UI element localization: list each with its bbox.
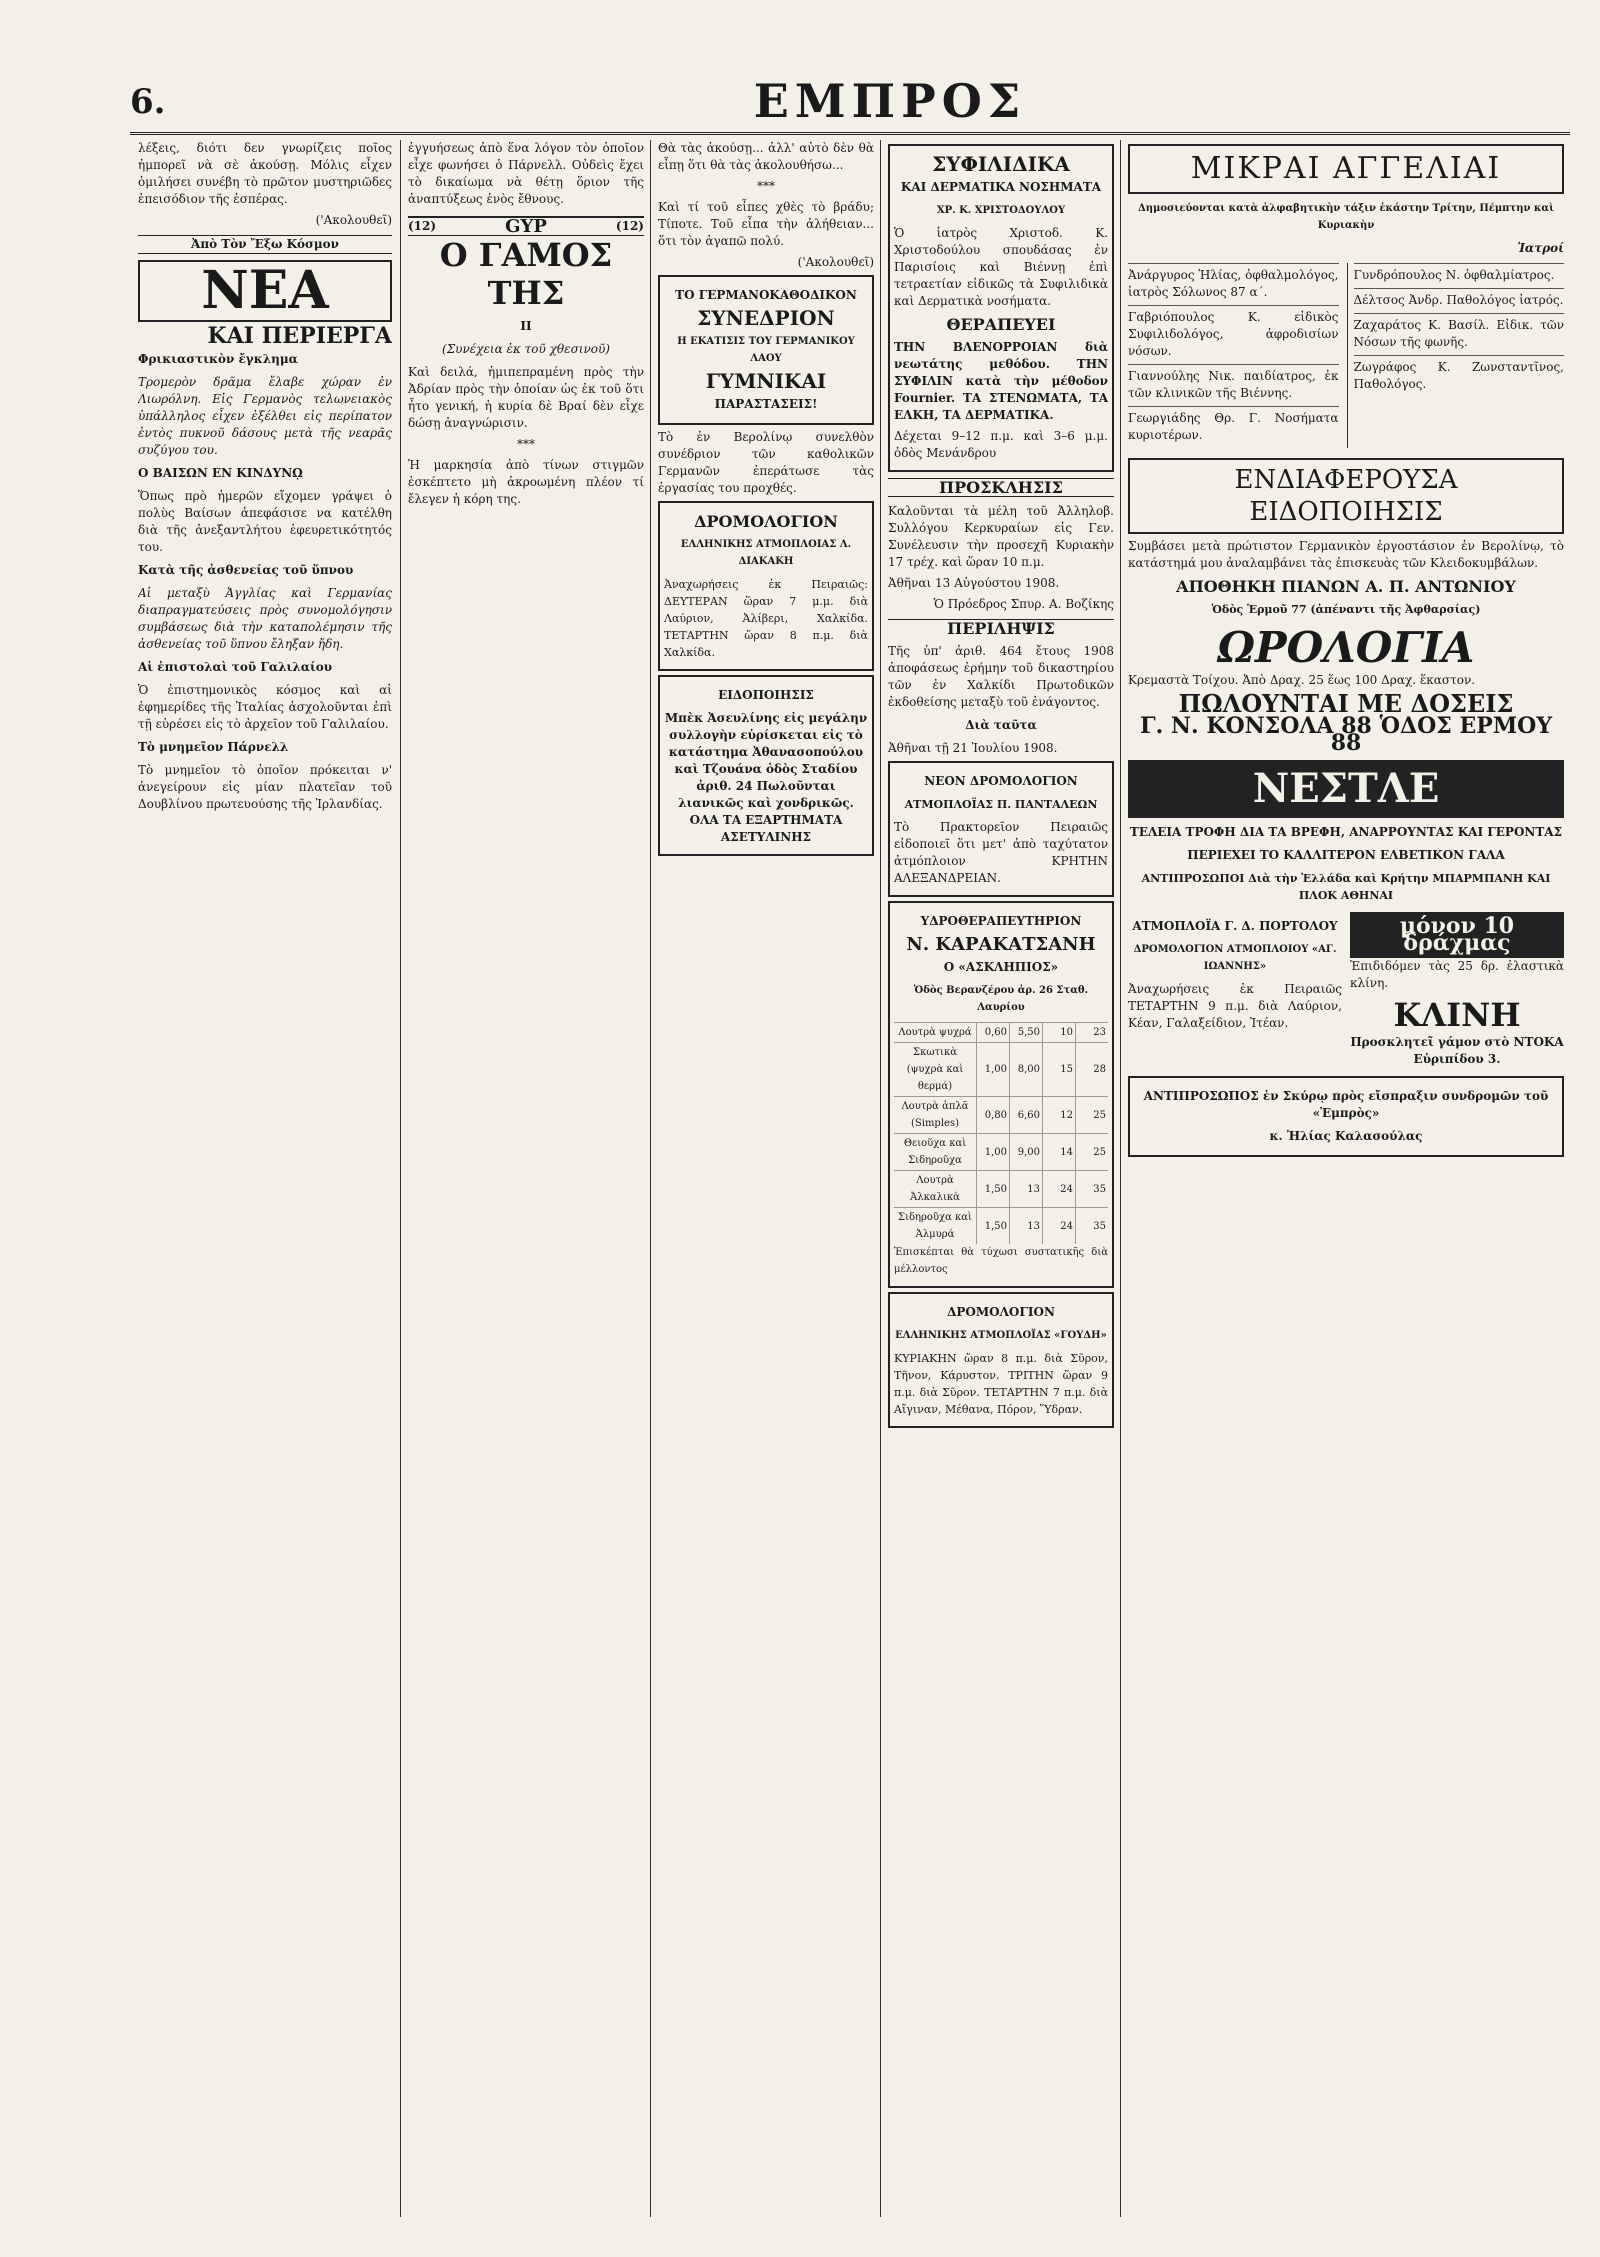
- classified-entry: Ζαχαράτος Κ. Βασίλ. Εἰδικ. τῶν Νόσων τῆς φωνῆς.: [1354, 313, 1565, 351]
- classified-entry: Ἀνάργυρος Ἠλίας, ὀφθαλμολόγος, ἰατρὸς Σόλωνος 87 α΄.: [1128, 263, 1339, 301]
- article-heading: Κατὰ τῆς ἀσθενείας τοῦ ὕπνου: [138, 563, 354, 577]
- article-text: Ὁ ἐπιστημονικὸς κόσμος καὶ αἱ ἐφημερίδες τῆς Ἰταλίας ἀσχολοῦνται ἐπὶ τῇ εὑρέσει εἰς τὸ ἀρχεῖον τοῦ Γαλιλαίου.: [138, 683, 392, 731]
- routes2-title: ΔΡΟΜΟΛΟΓΙΟΝ: [947, 1305, 1055, 1319]
- article-heading: Ο ΒΑΙΣΩΝ ΕΝ ΚΙΝΔΥΝῼ: [138, 466, 303, 480]
- article-text: Τὸ ἐν Βερολίνῳ συνελθὸν συνέδριον τῶν καθολικῶν Γερμανῶν ἐπεράτωσε τὰς ἐργασίας του προχθές.: [658, 430, 874, 495]
- classified-entry: Γιαννούλης Νικ. παιδίατρος, ἐκ τῶν κλινικῶν τῆς Βιέννης.: [1128, 364, 1339, 402]
- ship-title: ΑΤΜΟΠΛΟΪΑ Γ. Δ. ΠΟΡΤΟΛΟΥ: [1132, 919, 1338, 933]
- page-number: 6.: [130, 82, 166, 122]
- ship-sub: ΔΡΟΜΟΛΟΓΙΟΝ ΑΤΜΟΠΛΟΙΟΥ «ΑΓ. ΙΩΑΝΝΗΣ»: [1133, 944, 1337, 972]
- agent-ad: [1128, 1076, 1564, 1157]
- article-text: ἐγγυήσεως ἀπὸ ἕνα λόγον τὸν ὁποῖον εἶχε φωνήσει ὁ Πάρνελλ. Οὐδεὶς ἔχει τὸ δικαίωμα νὰ θέτῃ ὅριον τῆς ἀναπτύξεως ἑνὸς ἔθνους.: [408, 141, 644, 206]
- table-cell-price: 0,80: [977, 1097, 1010, 1134]
- table-row: [894, 1208, 1108, 1245]
- table-cell-price: 1,00: [977, 1043, 1010, 1097]
- nea-title: ΝΕΑ: [138, 260, 392, 322]
- table-cell-price: 23: [1076, 1023, 1109, 1043]
- table-cell-price: 25: [1076, 1097, 1109, 1134]
- invitation-title: ΠΡΟΣΚΛΗΣΙΣ: [888, 478, 1114, 497]
- routes-ad: [658, 501, 874, 671]
- notice-title: ΕΙΔΟΠΟΙΗΣΙΣ: [718, 688, 814, 702]
- table-cell-label: Λουτρὰ ἁπλᾶ (Simples): [894, 1097, 977, 1134]
- ad-therapy: ΘΕΡΑΠΕΥΕΙ: [946, 315, 1056, 334]
- serial-title: Ο ΓΑΜΟΣ ΤΗΣ: [439, 236, 613, 312]
- bed-title: ΚΛΙΝΗ: [1393, 996, 1521, 1034]
- ferry-title: ΝΕΟΝ ΔΡΟΜΟΛΟΓΙΟΝ: [924, 774, 1078, 788]
- routes2-text: ΚΥΡΙΑΚΗΝ ὥραν 8 π.μ. διὰ Σῦρον, Τῆνον, Κάρυστον. ΤΡΙΤΗΝ ὥραν 9 π.μ. διὰ Σῦρον. ΤΕΤΑΡΤΗΝ 7 π.μ. διὰ Αἴγιναν, Μέθανα, Πόρον, Ὕδραν.: [894, 1352, 1108, 1416]
- hydro-footer: Ἐπισκέπται θὰ τύχωσι συστατικῆς διὰ μέλλοντος: [894, 1247, 1108, 1275]
- bed-ad: [1350, 912, 1564, 1072]
- table-cell-price: 1,00: [977, 1134, 1010, 1171]
- serial-banner: [408, 216, 644, 236]
- separator: ***: [517, 437, 535, 451]
- column-3: [658, 140, 874, 2217]
- table-cell-price: 6,60: [1010, 1097, 1043, 1134]
- continued-note: ('Ακολουθεῖ): [797, 255, 874, 269]
- ferry-text: Τὸ Πρακτορεῖον Πειραιῶς εἰδοποιεῖ ὅτι μετ' ἀπὸ ταχύτατον ἀτμόπλοιον ΚΡΗΤΗΝ ΑΛΕΞΑΝΔΡΕΙΑΝ.: [894, 820, 1108, 885]
- congress-sub4: ΠΑΡΑΣΤΑΣΕΙΣ!: [714, 397, 818, 411]
- table-cell-price: 25: [1076, 1134, 1109, 1171]
- congress-sub3: ΓΥΜΝΙΚΑΙ: [705, 369, 827, 393]
- column-4: [888, 140, 1114, 2217]
- notices-title: ΕΝΔΙΑΦΕΡΟΥΣΑ ΕΙΔΟΠΟΙΗΣΙΣ: [1128, 458, 1564, 534]
- piano-title: ΑΠΟΘΗΚΗ ΠΙΑΝΩΝ Α. Π. ΑΝΤΩΝΙΟΥ: [1176, 577, 1516, 596]
- table-cell-price: 8,00: [1010, 1043, 1043, 1097]
- wanted-ad: Προσκλητεῖ γάμον στὸ ΝΤΟΚΑ Εὐριπίδου 3.: [1350, 1035, 1564, 1066]
- table-row: [894, 1097, 1108, 1134]
- separator: ***: [757, 179, 775, 193]
- article-text: Καὶ δειλά, ἡμιπεπραμένη πρὸς τὴν Ἀδρίαν πρὸς τὴν ὁποίαν ὡς ἐκ τοῦ ὅτι ἦτο γενική, ἡ κυρία δὲ Βραί δὲν εἶχε δώσῃ ἀναγνώρισιν.: [408, 365, 644, 430]
- drachma-title: μόνον 10 δράχμας: [1350, 912, 1564, 958]
- table-cell-price: 1,50: [977, 1208, 1010, 1245]
- classified-entry: Γαβριόπουλος Κ. εἰδικὸς Συφιλιδολόγος, ἀφροδισίων νόσων.: [1128, 305, 1339, 360]
- table-cell-price: 5,50: [1010, 1023, 1043, 1043]
- serial-part: II: [520, 319, 532, 333]
- hydro-address: Ὁδὸς Βερανζέρου ἀρ. 26 Σταθ. Λαυρίου: [913, 985, 1089, 1013]
- table-row: [894, 1043, 1108, 1097]
- table-cell-price: 9,00: [1010, 1134, 1043, 1171]
- table-row: [894, 1023, 1108, 1043]
- invitation-text: Καλοῦνται τὰ μέλη τοῦ Ἀλληλοβ. Συλλόγου Κερκυραίων εἰς Γεν. Συνέλευσιν τὴν προσεχῆ Κυριακὴν 17 τρέχ. καὶ ὥραν 10 π.μ.: [888, 504, 1114, 569]
- routes2-company: ΕΛΛΗΝΙΚΗΣ ΑΤΜΟΠΛΟΪΑΣ «ΓΟΥΔΗ»: [895, 1330, 1107, 1341]
- table-cell-price: 13: [1010, 1171, 1043, 1208]
- serial-number: (12): [408, 219, 437, 233]
- table-cell-price: 35: [1076, 1208, 1109, 1245]
- notices-text: Συμβάσει μετὰ πρώτιστον Γερμανικὸν ἐργοστάσιον ἐν Βερολίνῳ, τὸ κατάστημά μου ἀναλαμβάνει τὰς ἐπισκευὰς τῶν Κλειδοκυμβάλων.: [1128, 539, 1564, 570]
- column-rule: [1120, 140, 1121, 2217]
- hydro-sub: Ο «ΑΣΚΛΗΠΙΟΣ»: [943, 960, 1059, 974]
- congress-box: [658, 275, 874, 425]
- masthead: ΕΜΠΡΟΣ: [753, 74, 1027, 128]
- ad-sub: ΚΑΙ ΔΕΡΜΑΤΙΚΑ ΝΟΣΗΜΑΤΑ: [900, 180, 1102, 194]
- routes-company: ΕΛΛΗΝΙΚΗΣ ΑΤΜΟΠΛΟΙΑΣ Λ. ΔΙΑΚΑΚΗ: [680, 539, 852, 567]
- article-text: Ὅπως πρὸ ἡμερῶν εἴχομεν γράψει ὁ πολὺς Βαίσων ἀπεφάσισε να κατέλθη διὰ τῆς ἀνεξαντλήτου ἐφευρετικότητός του.: [138, 489, 392, 554]
- table-cell-label: Σιδηροῦχα καὶ Ἀλμυρά: [894, 1208, 977, 1245]
- table-cell-price: 0,60: [977, 1023, 1010, 1043]
- article-heading: Φρικιαστικὸν ἔγκλημα: [138, 352, 298, 366]
- ad-text: Ὁ ἰατρὸς Χριστοδ. Κ. Χριστοδούλου σπουδάσας ἐν Παρισίοις καὶ Βιέννῃ ἐπὶ τετραετίαν εἰδικῶς τὰ Συφιλιδικὰ καὶ Δερματικὰ νοσήματα.: [894, 226, 1108, 308]
- table-row: [894, 1134, 1108, 1171]
- invitation-sign: Ὁ Πρόεδρος Σπυρ. Α. Βοζίκης: [933, 597, 1114, 611]
- congress-sub2: Η ΕΚΑΤΙΣΙΣ ΤΟΥ ΓΕΡΜΑΝΙΚΟΥ ΛΑΟΥ: [677, 336, 855, 364]
- nestle-sub: ΤΕΛΕΙΑ ΤΡΟΦΗ ΔΙΑ ΤΑ ΒΡΕΦΗ, ΑΝΑΡΡΟΥΝΤΑΣ ΚΑΙ ΓΕΡΟΝΤΑΣ: [1129, 825, 1563, 839]
- classified-sub: Δημοσιεύονται κατὰ ἀλφαβητικὴν τάξιν ἑκάστην Τρίτην, Πέμπτην καὶ Κυριακὴν: [1138, 203, 1554, 231]
- serial-note: (Συνέχεια ἐκ τοῦ χθεσινοῦ): [442, 342, 610, 356]
- ad-title: ΣΥΦΙΛΙΔΙΚΑ: [932, 152, 1070, 176]
- notice-text: Μπὲκ Ἀσευλίνης εἰς μεγάλην συλλογὴν εὑρίσκεται εἰς τὸ κατάστημα Ἀθανασοπούλου καὶ Τζουάνα ὁδὸς Σταδίου ἀριθ. 24 Πωλοῦνται λιανικῶς καὶ χονδρικῶς. ΟΛΑ ΤΑ ΕΞΑΡΤΗΜΑΤΑ ΑΣΕΤΥΛΙΝΗΣ: [664, 711, 868, 844]
- column-1: [138, 140, 392, 2217]
- clock-shop: Γ. Ν. ΚΟΝΣΟΛΑ 88 ὉΔΟΣ ΕΡΜΟΥ 88: [1139, 713, 1553, 756]
- routes-text: Ἀναχωρήσεις ἐκ Πειραιῶς: ΔΕΥΤΕΡΑΝ ὥραν 7 μ.μ. διὰ Λαύριον, Ἀλίβερι, Χαλκίδα. ΤΕΤΑΡΤΗΝ ὥραν 8 π.μ. διὰ Χαλκίδα.: [664, 578, 868, 659]
- hydro-title: ΥΔΡΟΘΕΡΑΠΕΥΤΗΡΙΟΝ: [920, 914, 1082, 928]
- table-cell-price: 24: [1043, 1208, 1076, 1245]
- classified-entry: Γεωργιάδης Θρ. Γ. Νοσήματα κυριοτέρων.: [1128, 406, 1339, 444]
- table-cell-price: 35: [1076, 1171, 1109, 1208]
- price-table: [894, 1022, 1108, 1244]
- article-text: Καὶ τί τοῦ εἶπες χθὲς τὸ βράδυ; Τίποτε. Τοῦ εἶπα τὴν ἀλήθειαν... ὅτι τὸν ἀγαπῶ πολύ.: [658, 200, 874, 248]
- table-cell-label: Σκωτικὰ (ψυχρὰ καὶ θερμά): [894, 1043, 977, 1097]
- agent-name: κ. Ἠλίας Καλασούλας: [1269, 1129, 1423, 1143]
- summary-text: Τῆς ὑπ' ἀριθ. 464 ἔτους 1908 ἀποφάσεως ἐρήμην τοῦ δικαστηρίου τῶν ἐν Χαλκίδι Πρωτοδικῶν ἐκδοθείσης μεταξὺ τοῦ ἐνάγοντος.: [888, 644, 1114, 709]
- clock-sub: ΠΩΛΟΥΝΤΑΙ ΜΕ ΔΟΣΕΙΣ: [1178, 689, 1514, 718]
- ad-doctor: ΧΡ. Κ. ΧΡΙΣΤΟΔΟΥΛΟΥ: [936, 205, 1066, 216]
- drachma-text: Ἐπιδιδόμεν τὰς 25 δρ. ἐλαστικὰ κλίνη.: [1350, 959, 1564, 990]
- serial-author: GYP: [505, 216, 547, 237]
- table-cell-price: 14: [1043, 1134, 1076, 1171]
- table-cell-price: 13: [1010, 1208, 1043, 1245]
- hydro-name: Ν. ΚΑΡΑΚΑΤΣΑΝΗ: [906, 934, 1096, 955]
- summary-sub: Διὰ ταῦτα: [965, 718, 1037, 732]
- classified-entry: Ζωγράφος Κ. Ζωνσταντῖνος, Παθολόγος.: [1354, 355, 1565, 393]
- article-heading: Αἱ ἐπιστολαὶ τοῦ Γαλιλαίου: [138, 660, 333, 674]
- page-header: [130, 74, 1570, 135]
- classified-entry: Γυνδρόπουλος Ν. ὀφθαλμίατρος.: [1354, 263, 1565, 284]
- article-text: Αἱ μεταξὺ Ἀγγλίας καὶ Γερμανίας διαπραγματεύσεις πρὸς συνομολόγησιν συμβάσεως διὰ τὴν καταπολέμησιν τῆς ἀσθενείας τοῦ ὕπνου ἔληξαν ἤδη.: [138, 586, 392, 651]
- nestle-text: ΠΕΡΙΕΧΕΙ ΤΟ ΚΑΛΛΙΤΕΡΟΝ ΕΛΒΕΤΙΚΟΝ ΓΑΛΑ: [1187, 848, 1505, 862]
- article-text: Τρομερὸν δρᾶμα ἔλαβε χώραν ἐν Λιωρόλνη. Εἰς Γερμανὸς τελωνειακὸς ὑπάλληλος εἶχεν ἐξέλθει εἰς περίπατον ἐντὸς πυκνοῦ δάσους μετὰ τῆς νεαρᾶς συζύγου του.: [138, 375, 392, 457]
- clock-text: Κρεμαστὰ Τοίχου. Ἀπὸ Δραχ. 25 ἕως 100 Δραχ. ἕκαστον.: [1128, 673, 1476, 687]
- ferry-ad: [888, 761, 1114, 897]
- doctors-column-right: [1347, 263, 1565, 448]
- congress-sub: ΣΥΝΕΔΡΙΟΝ: [697, 306, 835, 330]
- table-cell-price: 12: [1043, 1097, 1076, 1134]
- hydro-ad: [888, 901, 1114, 1288]
- nestle-agent: ΑΝΤΙΠΡΟΣΩΠΟΙ Διὰ τὴν Ἑλλάδα καὶ Κρήτην ΜΠΑΡΜΠΑΝΗ ΚΑΙ ΠΛΟΚ ΑΘΗΝΑΙ: [1141, 872, 1551, 902]
- doctors-label: Ἰατροί: [1517, 241, 1564, 255]
- invitation-date: Ἀθῆναι 13 Αὐγούστου 1908.: [888, 576, 1060, 590]
- article-heading: Τὸ μνημεῖον Πάρνελλ: [138, 740, 289, 754]
- ship-ad: [1128, 912, 1342, 1072]
- notice-ad: [658, 675, 874, 856]
- article-text: Θὰ τὰς ἀκούσῃ... ἀλλ' αὐτὸ δὲν θὰ εἶπῃ ὅτι θὰ τὰς ἀκολουθήσω...: [658, 141, 874, 172]
- nestle-title: ΝΕΣΤΛΕ: [1252, 765, 1440, 812]
- routes2-ad: [888, 1292, 1114, 1428]
- table-cell-price: 10: [1043, 1023, 1076, 1043]
- continued-note: ('Ακολουθεῖ): [315, 213, 392, 227]
- perierga-title: ΚΑΙ ΠΕΡΙΕΡΓΑ: [207, 323, 392, 349]
- ad-therapy-text: ΤΗΝ ΒΛΕΝΟΡΡΟΙΑΝ διὰ νεωτάτης μεθόδου. ΤΗΝ ΣΥΦΙΛΙΝ κατὰ τὴν μέθοδον Fournier. ΤΑ ΣΤΕΝΩΜΑΤΑ, ΤΑ ΕΛΚΗ, ΤΑ ΔΕΡΜΑΤΙΚΑ.: [894, 340, 1108, 422]
- bottom-ads: [1128, 912, 1564, 1072]
- ad-address: Δέχεται 9–12 π.μ. καὶ 3–6 μ.μ. ὁδὸς Μενάνδρου: [894, 429, 1108, 460]
- article-text: Ἡ μαρκησία ἀπὸ τίνων στιγμῶν ἐσκέπτετο μὴ ἀκροωμένη πλέον τί ἔλεγεν ἡ κόρη της.: [408, 458, 644, 506]
- table-cell-price: 15: [1043, 1043, 1076, 1097]
- article-text: Τὸ μνημεῖον τὸ ὁποῖον πρόκειται ν' ἀνεγείρουν εἰς μίαν πλατεῖαν τοῦ Δουβλίνου πρωτευούσης τῆς Ἰρλανδίας.: [138, 763, 392, 811]
- agent-title: ΑΝΤΙΠΡΟΣΩΠΟΣ ἐν Σκύρῳ πρὸς εἴσπραξιν συνδρομῶν τοῦ «Ἐμπρὸς»: [1143, 1089, 1549, 1120]
- column-rule: [400, 140, 401, 2217]
- serial-number-right: (12): [615, 219, 644, 233]
- table-cell-label: Θειοῦχα καὶ Σιδηροῦχα: [894, 1134, 977, 1171]
- table-cell-price: 24: [1043, 1171, 1076, 1208]
- table-row: [894, 1171, 1108, 1208]
- summary-title: ΠΕΡΙΛΗΨΙΣ: [888, 619, 1114, 637]
- table-cell-price: 28: [1076, 1043, 1109, 1097]
- ship-text: Ἀναχωρήσεις ἐκ Πειραιῶς ΤΕΤΑΡΤΗΝ 9 π.μ. διὰ Λαύριον, Κέαν, Γαλαξείδιον, Ἰτέαν.: [1128, 982, 1342, 1030]
- routes-title: ΔΡΟΜΟΛΟΓΙΟΝ: [694, 512, 838, 531]
- column-5: [1128, 140, 1564, 2217]
- syphilis-ad: [888, 144, 1114, 472]
- clock-title: ΩΡΟΛΟΓΙΑ: [1217, 623, 1475, 672]
- column-rule: [650, 140, 651, 2217]
- article-text: λέξεις, διότι δεν γνωρίζεις ποῖος ἠμπορεῖ νὰ σὲ ἀκούσῃ. Μόλις εἶχεν ὁμιλήσει συνέβη τὸ πρῶτον μυστηριῶδες ἐπεισόδιον τῆς ἑσπέρας.: [138, 141, 392, 206]
- table-cell-label: Λουτρὰ Ἀλκαλικὰ: [894, 1171, 977, 1208]
- section-label: Ἀπὸ Τὸν Ἔξω Κόσμον: [138, 235, 392, 254]
- summary-date: Ἀθῆναι τῇ 21 Ἰουλίου 1908.: [888, 741, 1058, 755]
- classified-title: ΜΙΚΡΑΙ ΑΓΓΕΛΙΑΙ: [1128, 144, 1564, 194]
- table-cell-label: Λουτρὰ ψυχρά: [894, 1023, 977, 1043]
- ferry-company: ΑΤΜΟΠΛΟΪΑΣ Π. ΠΑΝΤΑΛΕΩΝ: [904, 798, 1098, 811]
- nestle-ad: [1128, 760, 1564, 818]
- doctors-column-left: [1128, 263, 1339, 448]
- piano-address: Ὁδὸς Ἑρμοῦ 77 (ἀπέναντι τῆς Ἀφθαρσίας): [1211, 603, 1481, 616]
- doctors-list: [1128, 263, 1564, 448]
- classified-entry: Δέλτσος Ἀνδρ. Παθολόγος ἰατρός.: [1354, 288, 1565, 309]
- table-cell-price: 1,50: [977, 1171, 1010, 1208]
- column-2: [408, 140, 644, 2217]
- column-rule: [880, 140, 881, 2217]
- congress-title: ΤΟ ΓΕΡΜΑΝΟΚΑΘΟΔΙΚΟΝ: [675, 288, 857, 302]
